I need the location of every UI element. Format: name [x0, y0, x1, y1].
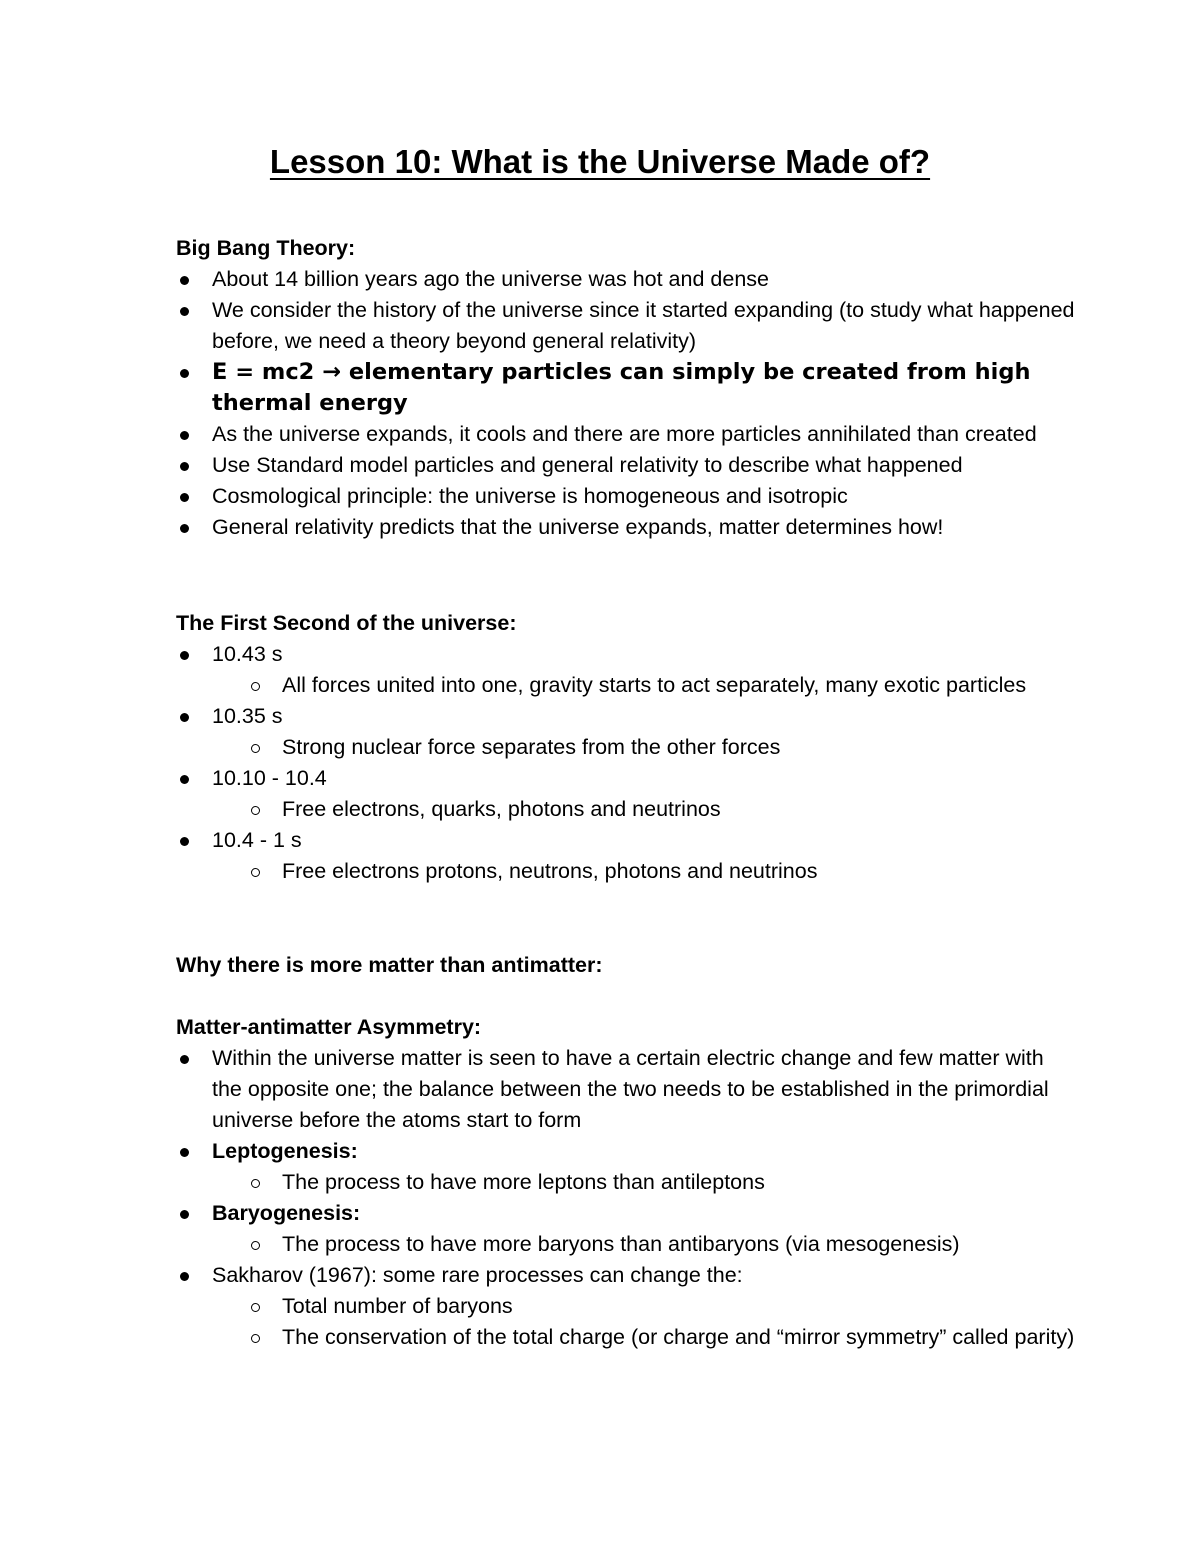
- sub-list-item: Total number of baryons: [176, 1291, 1076, 1322]
- hollow-bullet-icon: [251, 1241, 260, 1250]
- why-matter-heading: Why there is more matter than antimatter:: [176, 953, 603, 977]
- list-item: General relativity predicts that the universe expands, matter determines how!: [176, 512, 1076, 543]
- hollow-bullet-icon: [251, 1179, 260, 1188]
- bullet-icon: [180, 369, 189, 378]
- first-second-heading: The First Second of the universe:: [176, 611, 517, 635]
- sub-list-item: All forces united into one, gravity starts to act separately, many exotic particles: [176, 670, 1076, 701]
- bullet-icon: [180, 1210, 189, 1219]
- sub-list-item: The process to have more leptons than antileptons: [176, 1167, 1076, 1198]
- bullet-icon: [180, 775, 189, 784]
- hollow-bullet-icon: [251, 868, 260, 877]
- list-item-emphasis: E = mc2 → elementary particles can simply be created from high thermal energy: [176, 357, 1076, 419]
- list-item: Sakharov (1967): some rare processes can change the:: [176, 1260, 1076, 1291]
- first-second-section: [176, 608, 1076, 887]
- list-item-baryogenesis: Baryogenesis:: [176, 1198, 1076, 1229]
- list-item-leptogenesis: Leptogenesis:: [176, 1136, 1076, 1167]
- list-item: 10.10 - 10.4: [176, 763, 1076, 794]
- hollow-bullet-icon: [251, 1334, 260, 1343]
- bullet-icon: [180, 1055, 189, 1064]
- list-item: We consider the history of the universe since it started expanding (to study what happened before, we need a theory beyond general relativity): [176, 295, 1076, 357]
- bullet-icon: [180, 307, 189, 316]
- bullet-icon: [180, 431, 189, 440]
- bullet-icon: [180, 493, 189, 502]
- big-bang-section: [176, 233, 1076, 543]
- sub-list-item: Free electrons, quarks, photons and neutrinos: [176, 794, 1076, 825]
- asymmetry-heading: Matter-antimatter Asymmetry:: [176, 1015, 482, 1039]
- list-item: 10.43 s: [176, 639, 1076, 670]
- hollow-bullet-icon: [251, 806, 260, 815]
- hollow-bullet-icon: [251, 1303, 260, 1312]
- bullet-icon: [180, 837, 189, 846]
- bullet-icon: [180, 276, 189, 285]
- list-item: Cosmological principle: the universe is homogeneous and isotropic: [176, 481, 1076, 512]
- bullet-icon: [180, 651, 189, 660]
- hollow-bullet-icon: [251, 744, 260, 753]
- bullet-icon: [180, 1272, 189, 1281]
- asymmetry-section: [176, 1012, 1076, 1353]
- sub-list-item: Free electrons protons, neutrons, photons and neutrinos: [176, 856, 1076, 887]
- sub-list-item: The process to have more baryons than antibaryons (via mesogenesis): [176, 1229, 1076, 1260]
- list-item: Within the universe matter is seen to have a certain electric change and few matter with the opposite one; the balance between the two needs to be established in the primordial universe before the atoms start to form: [176, 1043, 1076, 1136]
- list-item: 10.4 - 1 s: [176, 825, 1076, 856]
- bullet-icon: [180, 713, 189, 722]
- sub-list-item: The conservation of the total charge (or charge and “mirror symmetry” called parity): [176, 1322, 1076, 1353]
- bullet-icon: [180, 524, 189, 533]
- hollow-bullet-icon: [251, 682, 260, 691]
- bullet-icon: [180, 1148, 189, 1157]
- list-item: 10.35 s: [176, 701, 1076, 732]
- why-matter-section: [176, 950, 1076, 981]
- list-item: As the universe expands, it cools and there are more particles annihilated than created: [176, 419, 1076, 450]
- list-item: About 14 billion years ago the universe was hot and dense: [176, 264, 1076, 295]
- list-item: Use Standard model particles and general relativity to describe what happened: [176, 450, 1076, 481]
- page-title: Lesson 10: What is the Universe Made of?: [269, 143, 931, 180]
- bullet-icon: [180, 462, 189, 471]
- big-bang-heading: Big Bang Theory:: [176, 236, 356, 260]
- sub-list-item: Strong nuclear force separates from the other forces: [176, 732, 1076, 763]
